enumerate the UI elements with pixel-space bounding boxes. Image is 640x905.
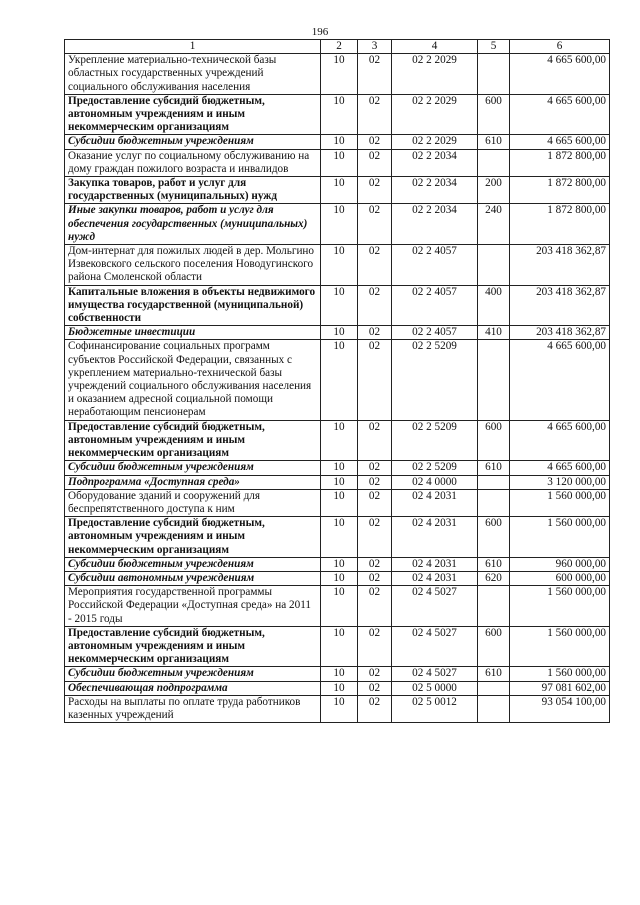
row-expense-type: 610: [478, 135, 510, 149]
row-amount: 4 665 600,00: [510, 54, 610, 95]
header-col-4: 4: [392, 40, 478, 54]
row-subsection: 02: [358, 557, 392, 571]
row-target-code: 02 2 5209: [392, 340, 478, 420]
row-target-code: 02 4 5027: [392, 586, 478, 627]
row-subsection: 02: [358, 667, 392, 681]
row-expense-type: 400: [478, 285, 510, 326]
row-name: Мероприятия государственной программы Российской Федерации «Доступная среда» на 2011 - 2015 годы: [65, 586, 321, 627]
row-target-code: 02 2 2034: [392, 177, 478, 204]
table-row: [65, 586, 610, 627]
row-expense-type: 610: [478, 667, 510, 681]
row-section: 10: [321, 557, 358, 571]
row-section: 10: [321, 285, 358, 326]
row-target-code: 02 2 5209: [392, 420, 478, 461]
row-section: 10: [321, 340, 358, 420]
table-row: [65, 135, 610, 149]
row-subsection: 02: [358, 475, 392, 489]
row-subsection: 02: [358, 420, 392, 461]
table-row: [65, 326, 610, 340]
row-subsection: 02: [358, 340, 392, 420]
row-amount: 4 665 600,00: [510, 461, 610, 475]
header-col-5: 5: [478, 40, 510, 54]
row-section: 10: [321, 517, 358, 558]
row-target-code: 02 4 2031: [392, 571, 478, 585]
row-expense-type: [478, 586, 510, 627]
row-target-code: 02 2 2029: [392, 94, 478, 135]
row-name: Бюджетные инвестиции: [65, 326, 321, 340]
row-subsection: 02: [358, 54, 392, 95]
row-target-code: 02 2 2034: [392, 204, 478, 245]
row-subsection: 02: [358, 517, 392, 558]
row-name: Субсидии бюджетным учреждениям: [65, 667, 321, 681]
row-amount: 600 000,00: [510, 571, 610, 585]
row-subsection: 02: [358, 177, 392, 204]
row-expense-type: 610: [478, 461, 510, 475]
row-section: 10: [321, 149, 358, 176]
row-expense-type: 600: [478, 626, 510, 667]
row-section: 10: [321, 135, 358, 149]
header-col-3: 3: [358, 40, 392, 54]
row-subsection: 02: [358, 94, 392, 135]
row-section: 10: [321, 475, 358, 489]
header-col-1: 1: [65, 40, 321, 54]
row-expense-type: [478, 54, 510, 95]
table-row: [65, 340, 610, 420]
table-row: [65, 94, 610, 135]
row-subsection: 02: [358, 571, 392, 585]
row-expense-type: [478, 695, 510, 722]
row-amount: 960 000,00: [510, 557, 610, 571]
row-amount: 1 560 000,00: [510, 667, 610, 681]
row-amount: 203 418 362,87: [510, 326, 610, 340]
row-amount: 1 872 800,00: [510, 149, 610, 176]
table-row: [65, 461, 610, 475]
table-body: [65, 54, 610, 723]
row-subsection: 02: [358, 326, 392, 340]
row-target-code: 02 5 0012: [392, 695, 478, 722]
row-target-code: 02 2 4057: [392, 285, 478, 326]
table-row: [65, 149, 610, 176]
row-subsection: 02: [358, 489, 392, 516]
row-section: 10: [321, 54, 358, 95]
row-section: 10: [321, 571, 358, 585]
row-expense-type: 620: [478, 571, 510, 585]
row-subsection: 02: [358, 149, 392, 176]
row-section: 10: [321, 326, 358, 340]
row-amount: 3 120 000,00: [510, 475, 610, 489]
row-section: 10: [321, 489, 358, 516]
page-number: 196: [311, 26, 329, 38]
row-section: 10: [321, 626, 358, 667]
row-target-code: 02 4 2031: [392, 489, 478, 516]
table-row: [65, 245, 610, 286]
row-expense-type: 600: [478, 94, 510, 135]
row-target-code: 02 2 5209: [392, 461, 478, 475]
row-name: Субсидии автономным учреждениям: [65, 571, 321, 585]
header-col-2: 2: [321, 40, 358, 54]
table-row: [65, 475, 610, 489]
row-section: 10: [321, 94, 358, 135]
row-section: 10: [321, 586, 358, 627]
row-name: Расходы на выплаты по оплате труда работников казенных учреждений: [65, 695, 321, 722]
row-name: Подпрограмма «Доступная среда»: [65, 475, 321, 489]
row-name: Предоставление субсидий бюджетным, автономным учреждениям и иным некоммерческим организациям: [65, 94, 321, 135]
row-target-code: 02 4 2031: [392, 517, 478, 558]
row-name: Дом-интернат для пожилых людей в дер. Мольгино Извековского сельского поселения Новодугинского района Смоленской области: [65, 245, 321, 286]
row-expense-type: [478, 245, 510, 286]
row-expense-type: 200: [478, 177, 510, 204]
table-row: [65, 695, 610, 722]
row-target-code: 02 4 0000: [392, 475, 478, 489]
row-target-code: 02 2 2029: [392, 54, 478, 95]
row-amount: 1 560 000,00: [510, 489, 610, 516]
table-row: [65, 517, 610, 558]
row-amount: 4 665 600,00: [510, 94, 610, 135]
row-name: Субсидии бюджетным учреждениям: [65, 135, 321, 149]
table-header-row: [65, 40, 610, 54]
table-row: [65, 667, 610, 681]
row-expense-type: 600: [478, 517, 510, 558]
row-target-code: 02 2 4057: [392, 245, 478, 286]
row-expense-type: 600: [478, 420, 510, 461]
row-name: Обеспечивающая подпрограмма: [65, 681, 321, 695]
table-row: [65, 626, 610, 667]
table-row: [65, 204, 610, 245]
row-name: Закупка товаров, работ и услуг для государственных (муниципальных) нужд: [65, 177, 321, 204]
row-expense-type: 410: [478, 326, 510, 340]
row-subsection: 02: [358, 245, 392, 286]
row-name: Предоставление субсидий бюджетным, автономным учреждениям и иным некоммерческим организациям: [65, 420, 321, 461]
row-amount: 4 665 600,00: [510, 340, 610, 420]
row-amount: 1 560 000,00: [510, 626, 610, 667]
row-subsection: 02: [358, 626, 392, 667]
row-section: 10: [321, 681, 358, 695]
row-amount: 1 560 000,00: [510, 517, 610, 558]
row-target-code: 02 4 5027: [392, 626, 478, 667]
row-section: 10: [321, 177, 358, 204]
row-name: Оказание услуг по социальному обслуживанию на дому граждан пожилого возраста и инвалидов: [65, 149, 321, 176]
row-subsection: 02: [358, 586, 392, 627]
budget-table: [64, 39, 610, 723]
row-section: 10: [321, 245, 358, 286]
row-amount: 97 081 602,00: [510, 681, 610, 695]
row-subsection: 02: [358, 461, 392, 475]
row-section: 10: [321, 695, 358, 722]
row-expense-type: [478, 475, 510, 489]
row-target-code: 02 5 0000: [392, 681, 478, 695]
row-expense-type: [478, 681, 510, 695]
table-row: [65, 177, 610, 204]
row-expense-type: [478, 489, 510, 516]
row-target-code: 02 2 2029: [392, 135, 478, 149]
table-row: [65, 54, 610, 95]
row-subsection: 02: [358, 681, 392, 695]
row-expense-type: [478, 149, 510, 176]
row-section: 10: [321, 667, 358, 681]
header-col-6: 6: [510, 40, 610, 54]
table-row: [65, 557, 610, 571]
row-section: 10: [321, 420, 358, 461]
table-row: [65, 571, 610, 585]
row-name: Софинансирование социальных программ субъектов Российской Федерации, связанных с укреплением материально-технической базы учреждений социального обслуживания населения и оказанием адресной социальной помощи неработающим пенсионерам: [65, 340, 321, 420]
table-row: [65, 681, 610, 695]
row-amount: 4 665 600,00: [510, 135, 610, 149]
row-target-code: 02 4 5027: [392, 667, 478, 681]
row-name: Капитальные вложения в объекты недвижимого имущества государственной (муниципальной) собственности: [65, 285, 321, 326]
row-name: Субсидии бюджетным учреждениям: [65, 557, 321, 571]
row-amount: 93 054 100,00: [510, 695, 610, 722]
row-name: Предоставление субсидий бюджетным, автономным учреждениям и иным некоммерческим организациям: [65, 517, 321, 558]
table-row: [65, 420, 610, 461]
row-section: 10: [321, 204, 358, 245]
row-section: 10: [321, 461, 358, 475]
row-name: Иные закупки товаров, работ и услуг для обеспечения государственных (муниципальных) нужд: [65, 204, 321, 245]
row-name: Оборудование зданий и сооружений для беспрепятственного доступа к ним: [65, 489, 321, 516]
row-expense-type: 610: [478, 557, 510, 571]
table-row: [65, 489, 610, 516]
row-name: Субсидии бюджетным учреждениям: [65, 461, 321, 475]
row-amount: 1 872 800,00: [510, 204, 610, 245]
row-subsection: 02: [358, 695, 392, 722]
table-row: [65, 285, 610, 326]
row-target-code: 02 2 2034: [392, 149, 478, 176]
row-name: Укрепление материально-технической базы областных государственных учреждений социального обслуживания населения: [65, 54, 321, 95]
row-amount: 4 665 600,00: [510, 420, 610, 461]
row-target-code: 02 4 2031: [392, 557, 478, 571]
row-amount: 1 872 800,00: [510, 177, 610, 204]
row-subsection: 02: [358, 285, 392, 326]
row-subsection: 02: [358, 135, 392, 149]
row-expense-type: [478, 340, 510, 420]
row-amount: 1 560 000,00: [510, 586, 610, 627]
row-subsection: 02: [358, 204, 392, 245]
row-amount: 203 418 362,87: [510, 285, 610, 326]
row-amount: 203 418 362,87: [510, 245, 610, 286]
row-name: Предоставление субсидий бюджетным, автономным учреждениям и иным некоммерческим организациям: [65, 626, 321, 667]
row-expense-type: 240: [478, 204, 510, 245]
row-target-code: 02 2 4057: [392, 326, 478, 340]
